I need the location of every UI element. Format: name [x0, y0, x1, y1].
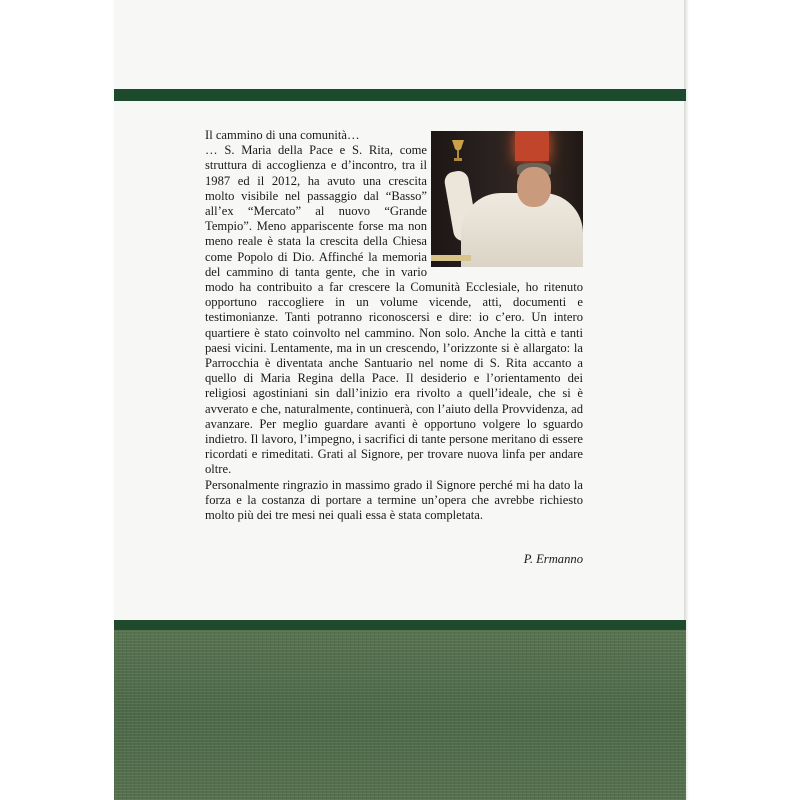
top-green-band	[114, 89, 686, 101]
bottom-green-panel	[114, 630, 686, 800]
paragraph-1: … S. Maria della Pace e S. Rita, come struttura di accoglienza e d’incontro, tra il 1987 ed il 2012, ha avuto una crescita molto visibile nel passaggio dal “Basso” all’ex “Mercato” al nuovo “Grande Tempio”. Meno appariscente forse ma non meno reale è stata la crescita della Chiesa come Popolo di Dio. Affinché la memoria del cammino di tanta gente, che in vario modo ha contribuito a far crescere la Comunità Ecclesiale, ho ritenuto opportuno raccogliere in un volume vicende, atti, documenti e testimonianze. Tanti potranno riconoscersi e dire: io c’ero. Un intero quartiere è stato coinvolto nel cammino. Non solo. Anche la città e tanti paesi vicini. Lentamente, ma in un crescendo, l’orizzonte si è allargato: la Parrocchia è diventata anche Santuario nel nome di S. Rita accanto a quello di Maria Regina della Pace. Il desiderio e l’orientamento dei religiosi agostiniani sin dall’inizio era rivolto a quell’ideale, che si è avverato e che, naturalmente, continuerà, con l’aiuto della Provvidenza, ad avanzare. Per meglio guardare avanti è opportuno volgere lo sguardo indietro. Il lavoro, l’impegno, i sacrifici di tante persone meritano di essere ricordati e rimeditati. Grati al Signore, per trovare nuova linfa per andare oltre.	[205, 143, 583, 477]
bottom-green-band	[114, 620, 686, 630]
heading: Il cammino di una comunità…	[205, 128, 360, 142]
signature: P. Ermanno	[523, 552, 583, 566]
cover-text	[205, 128, 583, 523]
photo-wrap-spacer	[433, 128, 583, 280]
paragraph-2: Personalmente ringrazio in massimo grado il Signore perché mi ha dato la forza e la costanza di portare a termine un’opera che avrebbe richiesto molto più dei tre mesi nei quali essa è stata completata.	[205, 477, 583, 523]
